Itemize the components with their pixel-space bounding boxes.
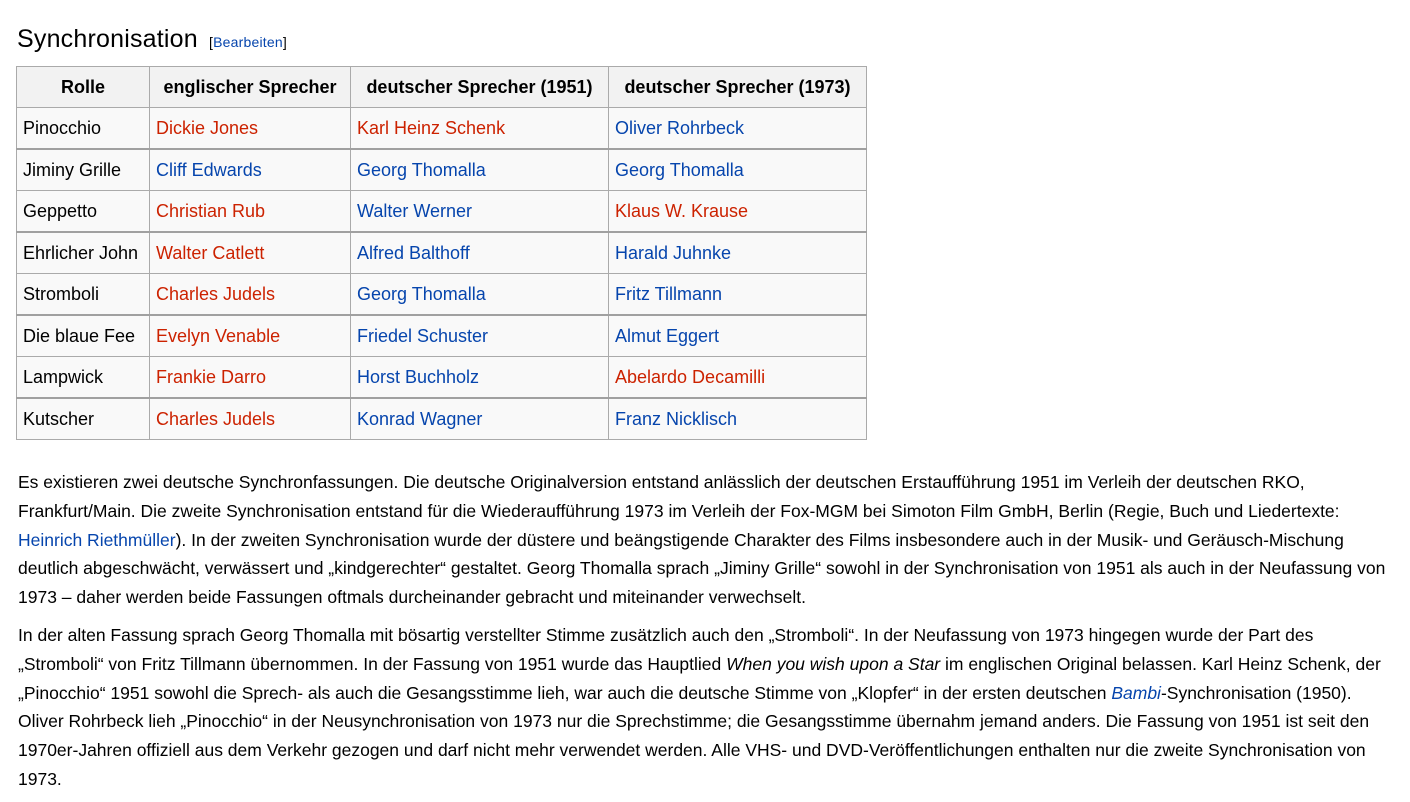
actor-link[interactable]: Konrad Wagner	[357, 408, 483, 429]
paragraph-alte-fassung: In der alten Fassung sprach Georg Thomalla mit bösartig verstellter Stimme zusätzlich auch den „Stromboli“. In der Neufassung von 1973 hingegen wurde der Part des „Stromboli“ von Fritz Tillmann übernommen. In der Fassung von 1951 wurde das Hauptlied When you wish upon a Star im englischen Original belassen. Karl Heinz Schenk, der „Pinocchio“ 1951 sowohl die Sprech- als auch die Gesangsstimme lieh, war auch die deutsche Stimme von „Klopfer“ in der ersten deutschen Bambi-Synchronisation (1950). Oliver Rohrbeck lieh „Pinocchio“ in der Neusynchronisation von 1973 nur die Sprechstimme; die Gesangsstimme übernahm jemand anders. Die Fassung von 1951 ist seit den 1970er-Jahren offiziell aus dem Verkehr gezogen und darf nicht mehr verwendet werden. Alle VHS- und DVD-Veröffentlichungen enthalten nur die zweite Synchronisation von 1973.	[18, 625, 1381, 789]
role-cell: Ehrlicher John	[17, 232, 150, 274]
actor-link[interactable]: Walter Werner	[357, 200, 473, 221]
actor-link[interactable]: Georg Thomalla	[357, 283, 486, 304]
actor-link[interactable]: Walter Catlett	[156, 242, 265, 263]
role-cell: Geppetto	[17, 191, 150, 233]
actor-link[interactable]: Franz Nicklisch	[615, 408, 738, 429]
header-deutscher-sprecher-1973: deutscher Sprecher (1973)	[609, 67, 867, 108]
role-cell: Kutscher	[17, 398, 150, 440]
actor-link[interactable]: Klaus W. Krause	[615, 200, 749, 221]
actor-link[interactable]: Friedel Schuster	[357, 325, 489, 346]
actor-link[interactable]: Charles Judels	[156, 408, 276, 429]
actor-link[interactable]: Almut Eggert	[615, 325, 720, 346]
actor-link[interactable]: Horst Buchholz	[357, 366, 480, 387]
actor-link[interactable]: Oliver Rohrbeck	[615, 117, 745, 138]
actor-link[interactable]: Alfred Balthoff	[357, 242, 470, 263]
role-cell: Pinocchio	[17, 108, 150, 150]
actor-link[interactable]: Dickie Jones	[156, 117, 259, 138]
edit-link[interactable]: Bearbeiten	[213, 33, 283, 50]
table-row	[17, 357, 867, 399]
paragraph-synchronfassungen: Es existieren zwei deutsche Synchronfassungen. Die deutsche Originalversion entstand anlässlich der deutschen Erstaufführung 1951 im Verleih der deutschen RKO, Frankfurt/Main. Die zweite Synchronisation entstand für die Wiederaufführung 1973 im Verleih der Fox-MGM bei Simoton Film GmbH, Berlin (Regie, Buch und Liedertexte: Heinrich Riethmüller). In der zweiten Synchronisation wurde der düstere und beängstigende Charakter des Films insbesondere auch in der Musik- und Geräusch-Mischung deutlich abgeschwächt, verwässert und „kindgerechter“ gestaltet. Georg Thomalla sprach „Jiminy Grille“ sowohl in der Synchronisation von 1951 als auch in der Neufassung von 1973 – daher werden beide Fassungen oftmals durcheinander gebracht und miteinander verwechselt.	[18, 472, 1386, 608]
role-cell: Lampwick	[17, 357, 150, 399]
table-row	[17, 398, 867, 440]
actor-link[interactable]: Cliff Edwards	[156, 159, 262, 180]
song-title: When you wish upon a Star	[726, 653, 941, 674]
table-row	[17, 274, 867, 316]
actor-link[interactable]: Charles Judels	[156, 283, 276, 304]
section-title: Synchronisation	[17, 24, 198, 53]
actor-link[interactable]: Evelyn Venable	[156, 325, 281, 346]
section-heading	[17, 25, 287, 54]
table-row	[17, 232, 867, 274]
actor-link[interactable]: Abelardo Decamilli	[615, 366, 766, 387]
header-deutscher-sprecher-1951: deutscher Sprecher (1951)	[351, 67, 609, 108]
link-bambi[interactable]: Bambi	[1111, 682, 1161, 703]
table-row	[17, 315, 867, 357]
role-cell: Stromboli	[17, 274, 150, 316]
header-englischer-sprecher: englischer Sprecher	[150, 67, 351, 108]
actor-link[interactable]: Georg Thomalla	[615, 159, 744, 180]
table-row	[17, 149, 867, 191]
role-cell: Jiminy Grille	[17, 149, 150, 191]
actor-link[interactable]: Harald Juhnke	[615, 242, 732, 263]
table-header-row	[17, 67, 867, 108]
actor-link[interactable]: Karl Heinz Schenk	[357, 117, 506, 138]
role-cell: Die blaue Fee	[17, 315, 150, 357]
link-heinrich-riethmueller[interactable]: Heinrich Riethmüller	[18, 529, 176, 550]
actor-link[interactable]: Christian Rub	[156, 200, 266, 221]
cast-table	[16, 66, 867, 440]
table-row	[17, 108, 867, 150]
actor-link[interactable]: Frankie Darro	[156, 366, 267, 387]
section-edit: [Bearbeiten]	[209, 33, 287, 50]
table-row	[17, 191, 867, 233]
actor-link[interactable]: Georg Thomalla	[357, 159, 486, 180]
actor-link[interactable]: Fritz Tillmann	[615, 283, 723, 304]
header-rolle: Rolle	[17, 67, 150, 108]
